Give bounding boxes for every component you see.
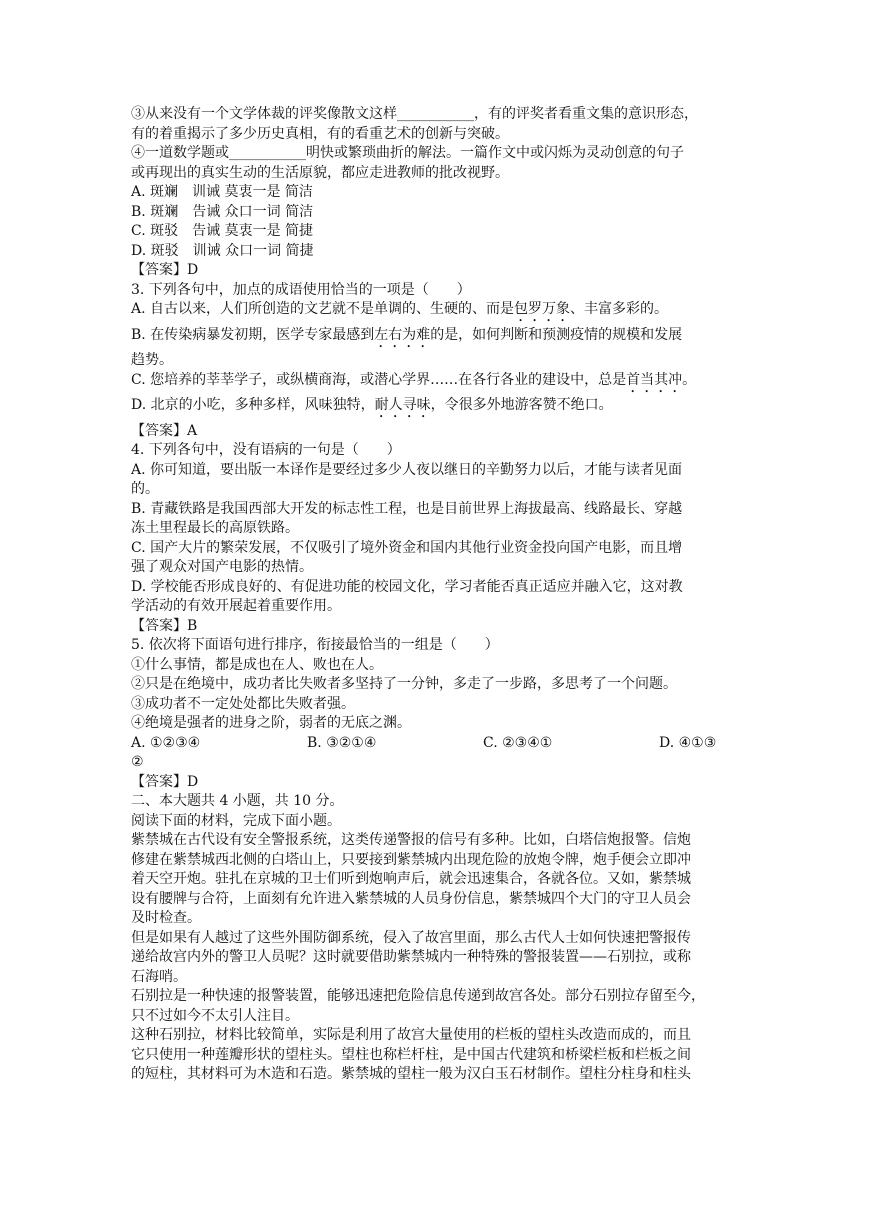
- passage-p2-line1: 但是如果有人越过了这些外围防御系统，侵入了故宫里面，那么古代人士如何快速把警报传: [131, 929, 691, 946]
- q2-sentence-3-line2: 有的着重揭示了多少历史真相，有的看重艺术的创新与突破。: [131, 125, 509, 142]
- q3-d-pre: D. 北京的小吃，多种多样，风味独特，: [131, 397, 375, 413]
- q3-option-b: [131, 326, 741, 346]
- q4-option-d-line2: 学活动的有效开展起着重要作用。: [131, 598, 341, 614]
- q5-option-b: B. ③②①④: [307, 734, 377, 751]
- q4-option-c-line1: C. 国产大片的繁荣发展，不仅吸引了境外资金和国内其他行业资金投向国产电影，而且增: [131, 539, 683, 556]
- exam-text: [131, 105, 741, 1085]
- q3-c-idiom: 首当其冲: [626, 371, 683, 388]
- q4-option-c-line2: 强了观众对国产电影的热情。: [131, 559, 313, 575]
- q3-a-post: 、丰富多彩的。: [570, 301, 669, 317]
- passage-p2-line3: 石海哨。: [131, 968, 187, 985]
- passage-p4-line1: 这种石别拉，材料比较简单，实际是利用了故宫大量使用的栏板的望柱头改造而成的，而且: [131, 1027, 691, 1043]
- q4-option-b-line2: 冻土里程最长的高原铁路。: [131, 520, 299, 536]
- q3-b-pre: B. 在传染病暴发初期，医学专家最感到: [131, 326, 375, 343]
- q5-option-d-continued: ②: [131, 754, 144, 770]
- q4-option-b-line1: B. 青藏铁路是我国西部大开发的标志性工程，也是目前世界上海拔最高、线路最长、穿越: [131, 500, 683, 517]
- q3-c-pre: C. 您培养的莘莘学子，或纵横商海，或潜心学界……在各行各业的建设中，总是: [131, 371, 627, 388]
- q5-option-a: A. ①②③④: [131, 734, 201, 751]
- section-heading: 二、本大题共 4 小题，共 10 分。: [131, 793, 344, 809]
- passage-p4-line2: 它只使用一种莲瓣形状的望柱头。望柱也称栏杆柱，是中国古代建筑和桥梁栏板和栏板之间: [131, 1046, 691, 1063]
- passage-p1-line4: 设有腰牌与合符，上面刻有允许进入紫禁城的人员身份信息，紫禁城四个大门的守卫人员会: [131, 890, 691, 907]
- q2-sentence-3-line1: ③从来没有一个文学体裁的评奖像散文这样___________，有的评奖者看重文集的意识形态，: [131, 106, 698, 122]
- q2-sentence-4-line1: ④一道数学题或___________明快或繁琐曲折的解法。一篇作文中或闪烁为灵动创意的句子: [131, 145, 684, 161]
- q3-option-b-line2: 趋势。: [131, 352, 173, 368]
- q3-b-idiom: 左右为难: [374, 326, 431, 343]
- q5-answer: 【答案】D: [131, 773, 199, 790]
- passage-p1-line1: 紫禁城在古代设有安全警报系统，这类传递警报的信号有多种。比如，白塔信炮报警。信炮: [131, 832, 691, 848]
- q2-sentence-4-line2: 或再现出的真实生动的生活原貌，都应走进教师的批改视野。: [131, 164, 509, 181]
- q2-option-d: D. 斑驳 训诫 众口一词 简捷: [131, 242, 314, 259]
- reading-instruction: 阅读下面的材料，完成下面小题。: [131, 812, 341, 829]
- q3-option-a: [131, 300, 741, 320]
- q3-d-idiom: 耐人寻味: [374, 397, 431, 413]
- q4-answer: 【答案】B: [131, 617, 198, 634]
- q5-stem: 5. 依次将下面语句进行排序，衔接最恰当的一组是（ ）: [131, 637, 499, 653]
- q3-a-idiom: 包罗万象: [514, 301, 571, 317]
- q4-stem: 4. 下列各句中，没有语病的一句是（ ）: [131, 442, 401, 458]
- passage-p1-line2: 修建在紫禁城西北侧的白塔山上，只要接到紫禁城内出现危险的放炮令牌，炮手便会立即冲: [131, 851, 691, 868]
- passage-p1-line5: 及时检查。: [131, 910, 201, 926]
- q2-answer: 【答案】D: [131, 262, 199, 278]
- q3-stem: 3. 下列各句中，加点的成语使用恰当的一项是（ ）: [131, 281, 471, 298]
- q3-option-c: [131, 371, 741, 391]
- q5-option-c: C. ②③④①: [483, 734, 553, 751]
- q5-sentence-1: ①什么事情，都是成也在人、败也在人。: [131, 656, 383, 673]
- q5-options: [131, 734, 741, 754]
- passage-p3-line1: 石别拉是一种快速的报警装置，能够迅速把危险信息传递到故宫各处。部分石别拉存留至今，: [131, 988, 705, 1004]
- q5-sentence-2: ②只是在绝境中，成功者比失败者多坚持了一分钟，多走了一步路，多思考了一个问题。: [131, 676, 677, 692]
- passage-p2-line2: 递给故宫内外的警卫人员呢？这时就要借助紫禁城内一种特殊的警报装置——石别拉，或称: [131, 949, 691, 965]
- q4-option-a-line2: 的。: [131, 481, 159, 497]
- q3-c-post: 。: [682, 371, 697, 388]
- passage-p4-line3: 的短柱，其材料可为木造和石造。紫禁城的望柱一般为汉白玉石材制作。望柱分柱身和柱头: [131, 1066, 691, 1082]
- q5-option-d: D. ④①③: [659, 734, 717, 751]
- q5-sentence-4: ④绝境是强者的进身之阶，弱者的无底之渊。: [131, 715, 411, 731]
- q2-option-b: B. 斑斓 告诫 众口一词 简洁: [131, 203, 314, 220]
- q5-sentence-3: ③成功者不一定处处都比失败者强。: [131, 695, 355, 712]
- q3-d-post: ，令很多外地游客赞不绝口。: [430, 397, 613, 413]
- passage-p3-line2: 只不过如今不太引人注目。: [131, 1007, 299, 1024]
- q3-answer: 【答案】A: [131, 422, 198, 439]
- q4-option-d-line1: D. 学校能否形成良好的、有促进功能的校园文化，学习者能否真正适应并融入它，这对教: [131, 578, 683, 595]
- q2-option-a: A. 斑斓 训诫 莫衷一是 简洁: [131, 184, 313, 200]
- q3-option-d: [131, 396, 741, 416]
- q4-option-a-line1: A. 你可知道，要出版一本译作是要经过多少人夜以继日的辛勤努力以后，才能与读者见面: [131, 461, 683, 478]
- q3-a-pre: A. 自古以来，人们所创造的文艺就不是单调的、生硬的、而是: [131, 301, 515, 317]
- passage-p1-line3: 着天空开炮。驻扎在京城的卫士们听到炮响声后，就会迅速集合，各就各位。又如，紫禁城: [131, 871, 691, 887]
- q2-option-c: C. 斑驳 告诫 莫衷一是 简捷: [131, 223, 314, 239]
- q3-b-post: 的是，如何判断和预测疫情的规模和发展: [430, 326, 683, 343]
